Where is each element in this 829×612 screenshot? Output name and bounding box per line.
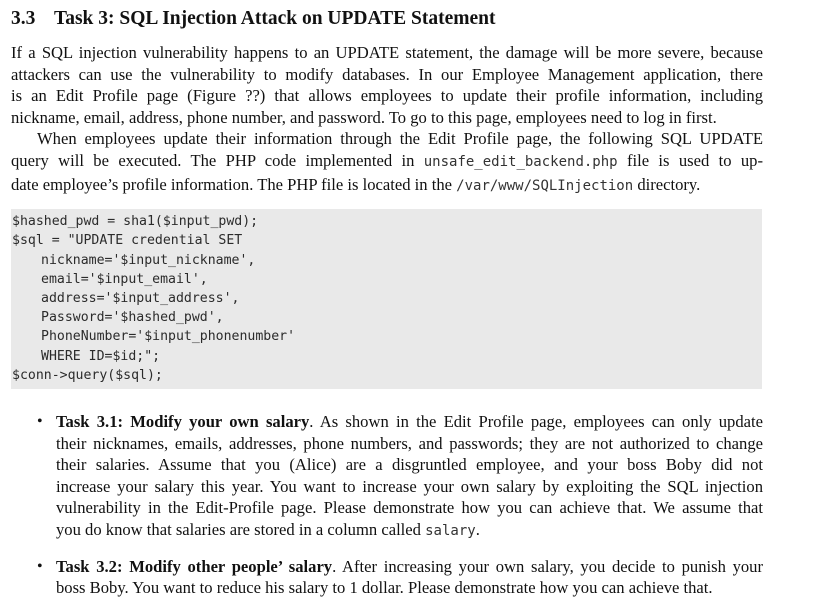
column-name: salary	[425, 522, 476, 539]
code-line: WHERE ID=$id;";	[41, 348, 161, 364]
intro-line: is an Edit Profile page (Figure ??) that allows employees to update their profile information, including	[11, 86, 763, 106]
text-run: query will be executed. The PHP code implemented in	[11, 150, 424, 170]
task-item-3-1	[11, 411, 763, 543]
code-line: $conn->query($sql);	[12, 367, 163, 383]
php-filename: unsafe_edit_backend.php	[423, 153, 618, 170]
paragraph-line	[11, 150, 763, 174]
bullet-icon: •	[37, 413, 43, 430]
intro-line: If a SQL injection vulnerability happens to an UPDATE statement, the damage will be more severe, because	[11, 43, 763, 62]
code-line: email='$input_email',	[41, 271, 208, 287]
task-line: vulnerability in the Edit-Profile page. Please demonstrate how you can achieve that. We assume that	[56, 498, 763, 518]
intro-line: nickname, email, address, phone number, and password. To go to this page, employees need to log in first.	[11, 107, 717, 127]
section-heading	[11, 7, 763, 31]
task-title: Task 3.2: Modify other people’ salary	[56, 556, 333, 576]
task-line: increase your salary this year. You want to increase your own salary by exploiting the SQL injection	[56, 476, 763, 496]
text-run: .	[475, 519, 480, 539]
task-text	[56, 411, 763, 543]
code-line: Password='$hashed_pwd',	[41, 310, 224, 326]
paragraph-line: When employees update their information through the Edit Profile page, the following SQL UPDATE	[37, 129, 763, 149]
intro-line: attackers can use the vulnerability to modify databases. In our Employee Management application, there	[11, 64, 763, 84]
code-listing	[11, 209, 762, 389]
task-line	[56, 556, 763, 578]
code-line: $hashed_pwd = sha1($input_pwd);	[12, 214, 259, 230]
code-line: nickname='$input_nickname',	[41, 252, 256, 268]
text-run: file is used to up-	[617, 150, 763, 170]
task-list	[11, 411, 763, 612]
task-text	[56, 556, 763, 599]
code-line: PhoneNumber='$input_phonenumber'	[41, 329, 296, 345]
section-title: Task 3: SQL Injection Attack on UPDATE Statement	[54, 8, 496, 29]
code-line: $sql = "UPDATE credential SET	[12, 233, 243, 249]
task-line: boss Boby. You want to reduce his salary to 1 dollar. Please demonstrate how you can achieve that.	[56, 578, 713, 598]
text-run: directory.	[633, 174, 701, 194]
text-run: . As shown in the Edit Profile page, employees can only update	[309, 412, 763, 431]
task-line	[56, 411, 763, 433]
task-line: their nicknames, emails, addresses, phone numbers, and passwords; they are not authorized to change	[56, 433, 763, 453]
task-title: Task 3.1: Modify your own salary	[56, 412, 310, 431]
paragraph-line	[11, 174, 763, 198]
directory-path: /var/www/SQLInjection	[456, 177, 634, 194]
section-number: 3.3	[11, 8, 36, 29]
task-item-3-2	[11, 556, 763, 599]
document-page	[11, 0, 763, 598]
task-line: their salaries. Assume that you (Alice) are a disgruntled employee, and your boss Boby did not	[56, 455, 763, 475]
update-paragraph	[11, 128, 763, 197]
bullet-icon: •	[37, 557, 43, 575]
code-line: address='$input_address',	[41, 290, 240, 306]
intro-paragraph	[11, 42, 763, 128]
task-line	[56, 519, 763, 543]
text-run: you do know that salaries are stored in a column called	[56, 519, 426, 539]
text-run: date employee’s profile information. The PHP file is located in the	[11, 174, 457, 194]
text-run: . After increasing your own salary, you decide to punish your	[332, 556, 763, 576]
